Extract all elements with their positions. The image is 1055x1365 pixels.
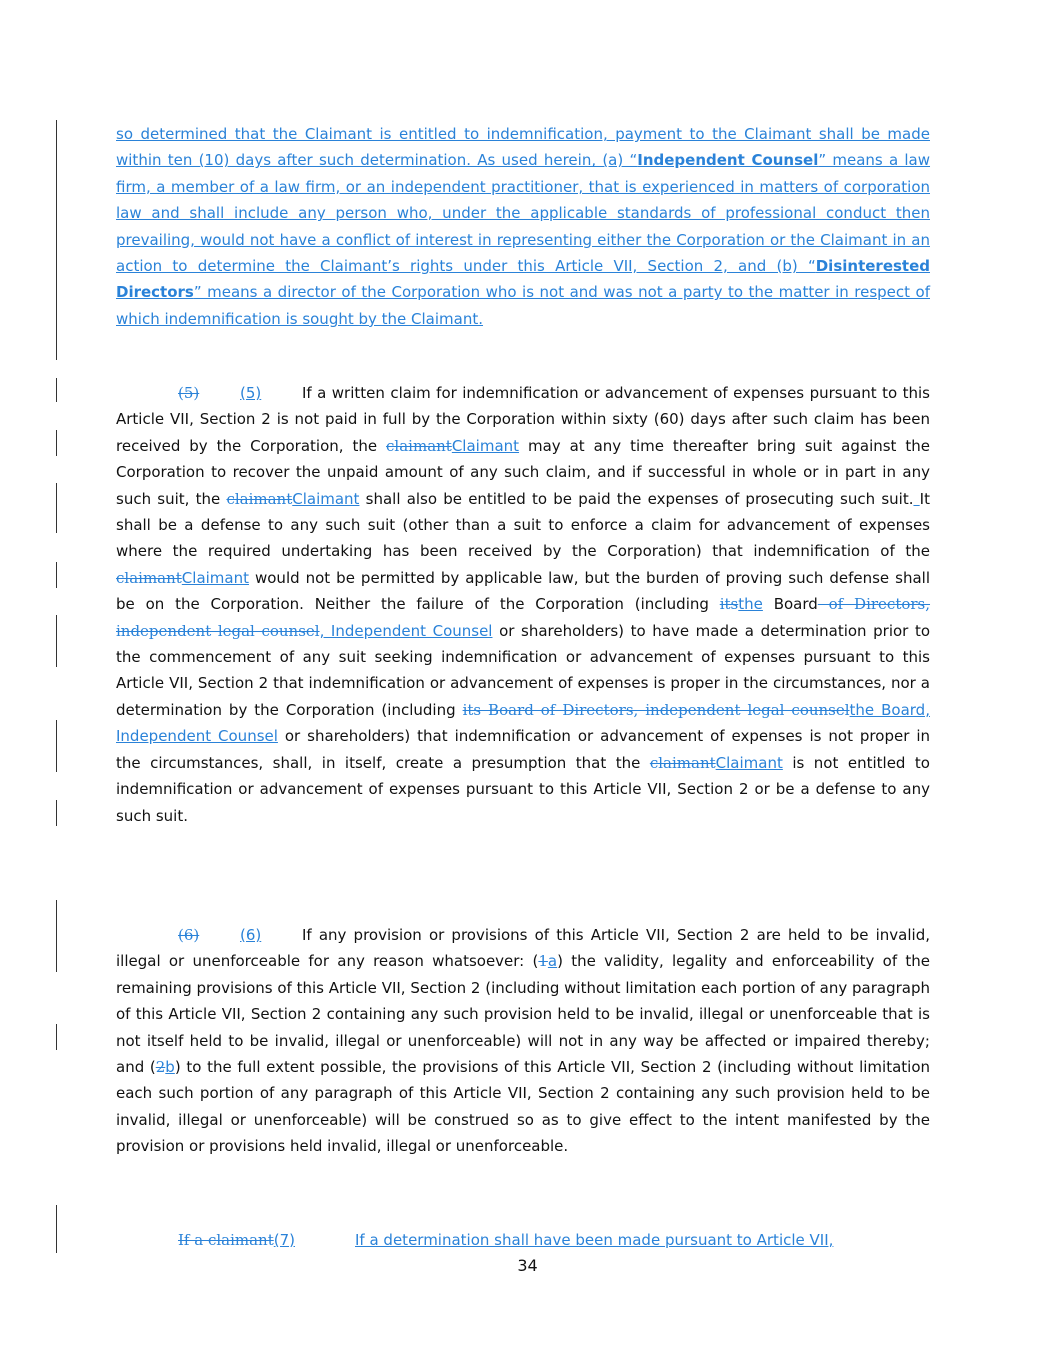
- deleted-text: claimant: [649, 753, 716, 772]
- change-bar: [56, 562, 57, 588]
- deleted-text: 2: [155, 1058, 166, 1077]
- deleted-number: (6): [178, 926, 200, 944]
- defined-term: Independent Counsel: [637, 151, 819, 170]
- paragraph-text: may at any time thereafter bring suit against the Corporation to recover the unpaid amount of any such claim, and if successful in whole or in part in any such suit, the: [116, 436, 930, 508]
- change-bar: [56, 800, 57, 826]
- paragraph-text: If a written claim for indemnification or advancement of expenses pursuant to this Article VII, Section 2 is not paid in full by the Corporation within sixty (60) days after such claim has been received by the Corporation, the: [116, 384, 930, 455]
- inserted-text: Claimant: [451, 436, 520, 455]
- inserted-text: b: [165, 1058, 175, 1077]
- inserted-text: Claimant: [715, 753, 783, 772]
- paragraph-text: or shareholders) to have made a determination prior to the commencement of any suit seeking indemnification or advancement of expenses pursuant to this Article VII, Section 2 that indemnification or advancement of expenses is proper in the circumstances, nor a determination by the Corporation (including: [116, 621, 930, 719]
- change-bar: [56, 900, 57, 972]
- paragraph-text: ) to the full extent possible, the provisions of this Article VII, Section 2 (including without limitation each such portion of any paragraph of this Article VII, Section 2 containing any such provision held to be invalid, illegal or unenforceable) will be construed so as to give effect to the intent manifested by the provision or provisions held invalid, illegal or unenforceable.: [116, 1058, 930, 1156]
- change-bar: [56, 483, 57, 533]
- inserted-text: Claimant: [292, 489, 360, 508]
- deleted-text: of Directors, independent legal counsel: [116, 595, 931, 640]
- deleted-text: its Board of Directors, independent legal counsel: [462, 700, 850, 719]
- inserted-text: Claimant: [181, 568, 249, 587]
- defined-term: Disinterested Directors: [116, 257, 930, 302]
- paragraph-text: Board: [762, 595, 818, 614]
- paragraph-definitions: [116, 121, 930, 332]
- change-bar: [56, 1024, 57, 1050]
- inserted-text: , Independent Counsel: [319, 621, 493, 640]
- inserted-text: a: [547, 952, 558, 971]
- inserted-number: (7): [273, 1231, 295, 1249]
- page-number: 34: [517, 1256, 538, 1275]
- change-bar: [56, 378, 57, 402]
- paragraph-7: [116, 1227, 930, 1253]
- paragraph-text: ” means a director of the Corporation who is not and was not a party to the matter in respect of which indemnification is sought by the Claimant.: [116, 283, 930, 328]
- paragraph-6: [116, 922, 930, 1160]
- paragraph-text: ) the validity, legality and enforceability of the remaining provisions of this Article VII, Section 2 (including without limitation each portion of any paragraph of this Article VII, Section 2 containing any such provision held to be invalid, illegal or unenforceable that is not itself held to be invalid, illegal or unenforceable) will not in any way be affected or impaired thereby; and (: [116, 952, 930, 1077]
- paragraph-5: [116, 380, 930, 829]
- inserted-text: If a determination shall have been made pursuant to Article VII,: [355, 1231, 834, 1249]
- deleted-text: 1: [538, 952, 548, 971]
- inserted-text: the: [738, 595, 763, 614]
- paragraph-text: or shareholders) that indemnification or advancement of expenses is not proper in the circumstances, shall, in itself, create a presumption that the: [116, 727, 930, 772]
- change-bar: [56, 120, 57, 360]
- paragraph-text: ” means a law firm, a member of a law firm, or an independent practitioner, that is experienced in matters of corporation law and shall include any person who, under the applicable standards of professional conduct then prevailing, would not have a conflict of interest in representing either the Corporation or the Claimant in an action to determine the Claimant’s rights under this Article VII, Section 2, and (b) “: [116, 151, 931, 276]
- paragraph-text: so determined that the Claimant is entitled to indemnification, payment to the Claimant shall be made within ten (10) days after such determination. As used herein, (a) “: [116, 125, 930, 170]
- deleted-text: claimant: [226, 489, 293, 508]
- deleted-text: its: [719, 595, 739, 614]
- paragraph-text: would not be permitted by applicable law, but the burden of proving such defense shall be on the Corporation.: [116, 568, 930, 614]
- change-bar: [56, 720, 57, 772]
- deleted-text: claimant: [386, 436, 452, 455]
- paragraph-text: shall also be entitled to be paid the expenses of prosecuting such suit.: [359, 489, 914, 508]
- paragraph-text: is not entitled to indemnification or advancement of expenses pursuant to this Article VII, Section 2 or be a defense to any such suit.: [116, 753, 930, 825]
- deleted-text: If a claimant: [178, 1231, 274, 1249]
- paragraph-text: If any provision or provisions of this Article VII, Section 2 are held to be invalid, illegal or unenforceable for any reason whatsoever: (: [116, 926, 930, 971]
- inserted-number: (5): [240, 384, 262, 402]
- paragraph-text: It shall be a defense to any such suit (other than a suit to enforce a claim for advancement of expenses where the required undertaking has been received by the Corporation) that indemnification of the: [116, 489, 930, 561]
- deleted-number: (5): [178, 384, 200, 402]
- paragraph-text: Neither the failure of the Corporation (including: [314, 595, 720, 614]
- deleted-text: claimant: [116, 568, 182, 587]
- change-bar: [56, 615, 57, 667]
- change-bar: [56, 430, 57, 456]
- change-bar: [56, 1205, 57, 1253]
- inserted-number: (6): [240, 926, 262, 944]
- inserted-text: the Board, Independent Counsel: [116, 700, 930, 746]
